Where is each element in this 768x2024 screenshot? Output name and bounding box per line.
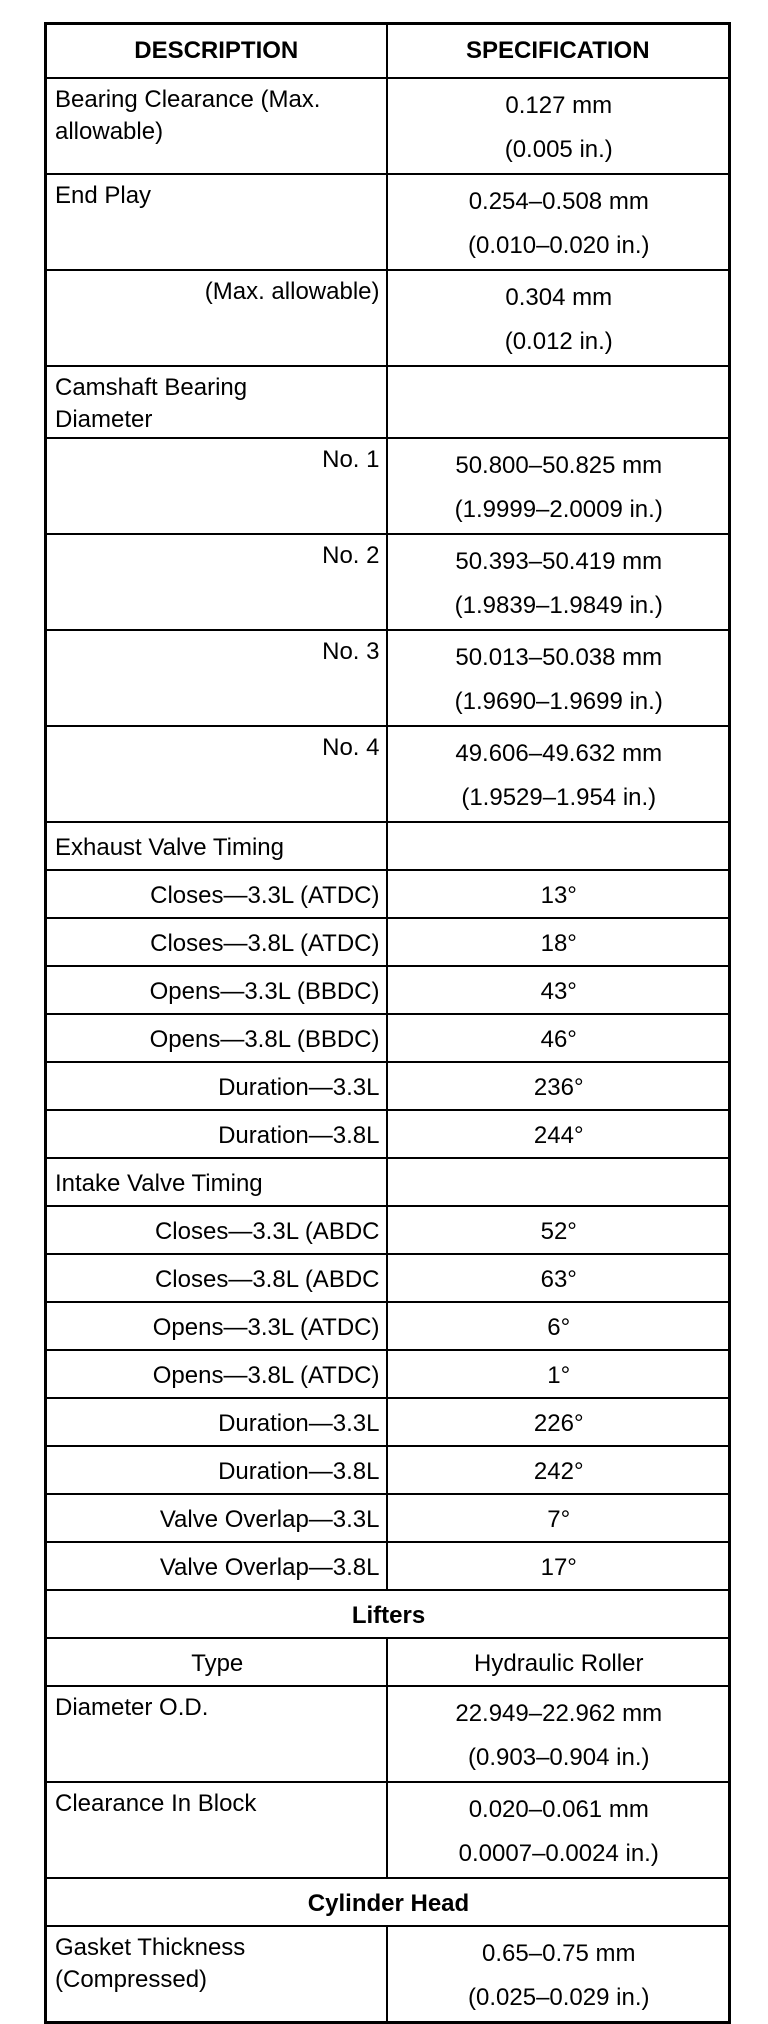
specification-cell	[387, 1446, 730, 1494]
specification-cell	[387, 270, 730, 366]
description-cell	[46, 174, 387, 270]
description-cell	[46, 1638, 387, 1686]
description-text: No. 3	[322, 638, 380, 665]
description-text: Camshaft Bearing	[55, 374, 248, 401]
table-row	[46, 726, 730, 822]
description-text: Duration—3.3L	[218, 1410, 380, 1437]
description-cell	[46, 1494, 387, 1542]
table-row	[46, 174, 730, 270]
specification-cell	[387, 918, 730, 966]
specification-value: 50.800–50.825 mm	[455, 452, 663, 479]
table-row	[46, 1542, 730, 1590]
description-cell	[46, 822, 387, 870]
description-cell	[46, 870, 387, 918]
spec-sheet	[44, 22, 728, 2024]
table-row	[46, 1398, 730, 1446]
specification-cell	[387, 534, 730, 630]
description-text: No. 4	[322, 734, 380, 761]
specification-cell	[387, 174, 730, 270]
specification-value: (1.9529–1.954 in.)	[461, 784, 657, 811]
table-row	[46, 1686, 730, 1782]
specification-cell	[387, 726, 730, 822]
description-cell	[46, 270, 387, 366]
specification-cell	[387, 630, 730, 726]
specification-value: (0.903–0.904 in.)	[468, 1744, 650, 1771]
table-row	[46, 870, 730, 918]
column-header-description: DESCRIPTION	[46, 24, 387, 79]
description-text: Opens—3.8L (ATDC)	[152, 1362, 380, 1389]
table-row	[46, 1638, 730, 1686]
description-text: Opens—3.3L (BBDC)	[149, 978, 380, 1005]
table-row	[46, 918, 730, 966]
section-header-row	[46, 1878, 730, 1926]
description-text: Duration—3.8L	[218, 1458, 380, 1485]
table-row	[46, 630, 730, 726]
description-cell	[46, 366, 387, 438]
specification-cell	[387, 78, 730, 174]
description-cell	[46, 1158, 387, 1206]
table-row	[46, 366, 730, 438]
description-text: Valve Overlap—3.8L	[159, 1554, 380, 1581]
description-text: Intake Valve Timing	[55, 1170, 263, 1197]
description-cell	[46, 1686, 387, 1782]
description-text: Duration—3.8L	[218, 1122, 380, 1149]
specification-cell	[387, 1638, 730, 1686]
specification-value: 18°	[540, 930, 577, 957]
specification-value: 7°	[547, 1506, 571, 1533]
specification-value: 17°	[540, 1554, 577, 1581]
specification-cell	[387, 1686, 730, 1782]
specification-cell	[387, 1158, 730, 1206]
specification-cell	[387, 1014, 730, 1062]
specification-cell	[387, 966, 730, 1014]
description-cell	[46, 966, 387, 1014]
specification-value: (0.010–0.020 in.)	[468, 232, 650, 259]
table-row	[46, 78, 730, 174]
description-cell	[46, 1014, 387, 1062]
table-row	[46, 438, 730, 534]
specification-cell	[387, 1398, 730, 1446]
description-text: Opens—3.8L (BBDC)	[149, 1026, 380, 1053]
description-text: Valve Overlap—3.3L	[159, 1506, 380, 1533]
section-title	[46, 1590, 730, 1638]
description-cell	[46, 1110, 387, 1158]
description-cell	[46, 726, 387, 822]
specification-cell	[387, 1206, 730, 1254]
description-text: (Max. allowable)	[204, 278, 380, 305]
specification-value: 226°	[533, 1410, 584, 1437]
section-title-text: Cylinder Head	[307, 1890, 470, 1917]
description-text: (Compressed)	[55, 1966, 208, 1993]
description-text: allowable)	[55, 118, 164, 145]
section-title	[46, 1878, 730, 1926]
table-row	[46, 1302, 730, 1350]
specification-value: 0.127 mm	[505, 92, 613, 119]
description-text: Closes—3.3L (ABDC	[154, 1218, 380, 1245]
specification-value: Hydraulic Roller	[474, 1650, 644, 1677]
specification-cell	[387, 1110, 730, 1158]
description-text: Closes—3.8L (ATDC)	[150, 930, 380, 957]
section-title-text: Lifters	[351, 1602, 426, 1629]
description-cell	[46, 1446, 387, 1494]
description-text: End Play	[55, 182, 152, 209]
specification-cell	[387, 870, 730, 918]
description-text: Diameter	[55, 406, 153, 433]
specification-cell	[387, 1062, 730, 1110]
table-row	[46, 1254, 730, 1302]
specification-value: 0.0007–0.0024 in.)	[458, 1840, 659, 1867]
specification-cell	[387, 822, 730, 870]
specification-value: 49.606–49.632 mm	[455, 740, 663, 767]
specification-cell	[387, 1782, 730, 1878]
table-row	[46, 1350, 730, 1398]
table-body	[46, 78, 730, 2023]
description-text: Duration—3.3L	[218, 1074, 380, 1101]
table-row	[46, 1062, 730, 1110]
specification-value: (1.9839–1.9849 in.)	[454, 592, 663, 619]
description-text: No. 1	[322, 446, 380, 473]
table-row	[46, 534, 730, 630]
description-cell	[46, 1542, 387, 1590]
table-row	[46, 1158, 730, 1206]
description-text: Opens—3.3L (ATDC)	[152, 1314, 380, 1341]
specification-cell	[387, 366, 730, 438]
description-text: Diameter O.D.	[55, 1694, 209, 1721]
specification-cell	[387, 1542, 730, 1590]
table-row	[46, 1446, 730, 1494]
description-text: Bearing Clearance (Max.	[55, 86, 321, 113]
description-text: Exhaust Valve Timing	[55, 834, 284, 861]
specification-table	[44, 22, 731, 2024]
description-text: Type	[191, 1650, 244, 1677]
description-cell	[46, 1254, 387, 1302]
specification-value: (0.025–0.029 in.)	[468, 1984, 650, 2011]
description-cell	[46, 1926, 387, 2023]
specification-value: 63°	[540, 1266, 577, 1293]
description-text: Closes—3.3L (ATDC)	[150, 882, 380, 909]
table-row	[46, 1494, 730, 1542]
specification-value: (1.9999–2.0009 in.)	[454, 496, 663, 523]
description-cell	[46, 534, 387, 630]
column-header-specification: SPECIFICATION	[387, 24, 730, 79]
specification-value: 0.65–0.75 mm	[482, 1940, 636, 1967]
table-row	[46, 1110, 730, 1158]
specification-value: (0.012 in.)	[504, 328, 613, 355]
specification-value: 244°	[533, 1122, 584, 1149]
specification-value: 22.949–22.962 mm	[455, 1700, 663, 1727]
table-header-row	[46, 24, 730, 79]
specification-cell	[387, 1254, 730, 1302]
description-cell	[46, 1782, 387, 1878]
specification-value: 46°	[540, 1026, 577, 1053]
description-text: No. 2	[322, 542, 380, 569]
description-cell	[46, 78, 387, 174]
specification-value: 1°	[547, 1362, 571, 1389]
specification-value: 13°	[540, 882, 577, 909]
specification-value: 50.013–50.038 mm	[455, 644, 663, 671]
specification-cell	[387, 1926, 730, 2023]
specification-value: 0.020–0.061 mm	[468, 1796, 649, 1823]
description-cell	[46, 918, 387, 966]
description-text: Clearance In Block	[55, 1790, 257, 1817]
table-row	[46, 270, 730, 366]
section-header-row	[46, 1590, 730, 1638]
specification-value: (0.005 in.)	[504, 136, 613, 163]
specification-value: 0.304 mm	[505, 284, 613, 311]
specification-cell	[387, 438, 730, 534]
description-cell	[46, 1350, 387, 1398]
specification-value: 50.393–50.419 mm	[455, 548, 663, 575]
description-text: Gasket Thickness	[55, 1934, 246, 1961]
specification-cell	[387, 1350, 730, 1398]
description-cell	[46, 1062, 387, 1110]
description-cell	[46, 1206, 387, 1254]
table-row	[46, 966, 730, 1014]
specification-value: 52°	[540, 1218, 577, 1245]
description-cell	[46, 630, 387, 726]
specification-value: (1.9690–1.9699 in.)	[454, 688, 663, 715]
table-row	[46, 1206, 730, 1254]
description-cell	[46, 1398, 387, 1446]
specification-cell	[387, 1302, 730, 1350]
specification-value: 242°	[533, 1458, 584, 1485]
specification-value: 43°	[540, 978, 577, 1005]
specification-cell	[387, 1494, 730, 1542]
description-cell	[46, 1302, 387, 1350]
description-text: Closes—3.8L (ABDC	[154, 1266, 380, 1293]
table-row	[46, 1014, 730, 1062]
table-row	[46, 822, 730, 870]
table-row	[46, 1782, 730, 1878]
specification-value: 0.254–0.508 mm	[468, 188, 649, 215]
table-row	[46, 1926, 730, 2023]
specification-value: 236°	[533, 1074, 584, 1101]
specification-value: 6°	[547, 1314, 571, 1341]
description-cell	[46, 438, 387, 534]
